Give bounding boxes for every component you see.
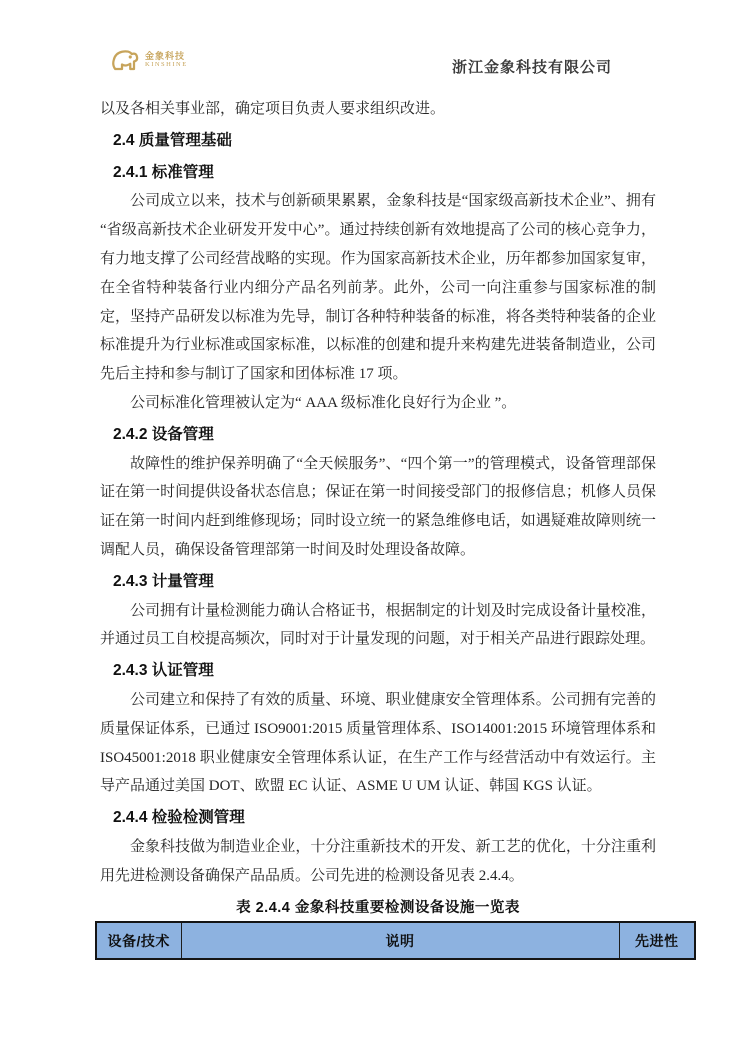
section-heading-2-4-2: 2.4.2 设备管理 xyxy=(113,425,214,443)
company-logo xyxy=(110,44,188,76)
company-name: 浙江金象科技有限公司 xyxy=(451,60,612,76)
section-heading-2-4-3-certification: 2.4.3 认证管理 xyxy=(113,662,214,680)
section-heading-2-4-4: 2.4.4 检验检测管理 xyxy=(113,809,245,827)
body-paragraph-standards-2: 公司标准化管理被认定为“ AAA 级标准化良好行为企业 ”。 xyxy=(130,394,517,411)
body-paragraph-standards-1: 公司成立以来，技术与创新硕果累累，金象科技是“国家级高新技术企业”、拥有“省级高新技术企业研发开发中心”。通过持续创新有效地提高了公司的核心竞争力，有力地支撑了公司经营战略的实现。作为国家高新技术企业，历年都参加国家复审，在全省特种装备行业内细分产品名列前茅。此外，公司一向注重参与国家标准的制定，坚持产品研发以标准为先导，制订各种特种装备的标准，将各类特种装备的企业标准提升为行业标准或国家标准，以标准的创建和提升来构建先进装备制造业，公司先后主持和参与制订了国家和团体标准 17 项。 xyxy=(100,193,656,383)
logo-brand-cn: 金象科技 xyxy=(145,51,186,62)
elephant-logo-icon xyxy=(110,44,140,76)
table-caption: 表 2.4.4 金象科技重要检测设备设施一览表 xyxy=(236,899,520,916)
table-col-device: 设备/技术 xyxy=(96,922,181,959)
logo-wordmark xyxy=(145,51,188,69)
logo-brand-en: KINSHINE xyxy=(145,61,188,69)
body-paragraph-certification: 公司建立和保持了有效的质量、环境、职业健康安全管理体系。公司拥有完善的质量保证体系，已通过 ISO9001:2015 质量管理体系、ISO14001:2015 环境管理体系和 ISO45001:2018 职业健康安全管理体系认证，在生产工作与经营活动中有效运行。主导产品通过美国 DOT、欧盟 EC 认证、ASME U UM 认证、韩国 KGS 认证。 xyxy=(100,691,656,795)
table-col-description: 说明 xyxy=(181,922,619,959)
body-paragraph-equipment: 故障性的维护保养明确了“全天候服务”、“四个第一”的管理模式，设备管理部保证在第一时间提供设备状态信息；保证在第一时间接受部门的报修信息；机修人员保证在第一时间内赶到维修现场；同时设立统一的紧急维修电话，如遇疑难故障则统一调配人员，确保设备管理部第一时间及时处理设备故障。 xyxy=(100,455,656,558)
table-header-row xyxy=(96,922,695,959)
table-col-advancement: 先进性 xyxy=(619,922,695,959)
section-heading-2-4: 2.4 质量管理基础 xyxy=(113,131,232,149)
body-paragraph-continuation: 以及各相关事业部，确定项目负责人要求组织改进。 xyxy=(100,101,446,117)
section-heading-2-4-1: 2.4.1 标准管理 xyxy=(113,163,214,181)
document-content xyxy=(100,95,656,922)
section-heading-2-4-3-metrology: 2.4.3 计量管理 xyxy=(113,572,214,590)
equipment-table xyxy=(95,921,696,960)
body-paragraph-metrology: 公司拥有计量检测能力确认合格证书，根据制定的计划及时完成设备计量校准，并通过员工自校提高频次，同时对于计量发现的问题，对于相关产品进行跟踪处理。 xyxy=(100,602,656,648)
body-paragraph-inspection: 金象科技做为制造业企业，十分注重新技术的开发、新工艺的优化，十分注重利用先进检测设备确保产品品质。公司先进的检测设备见表 2.4.4。 xyxy=(100,838,656,884)
